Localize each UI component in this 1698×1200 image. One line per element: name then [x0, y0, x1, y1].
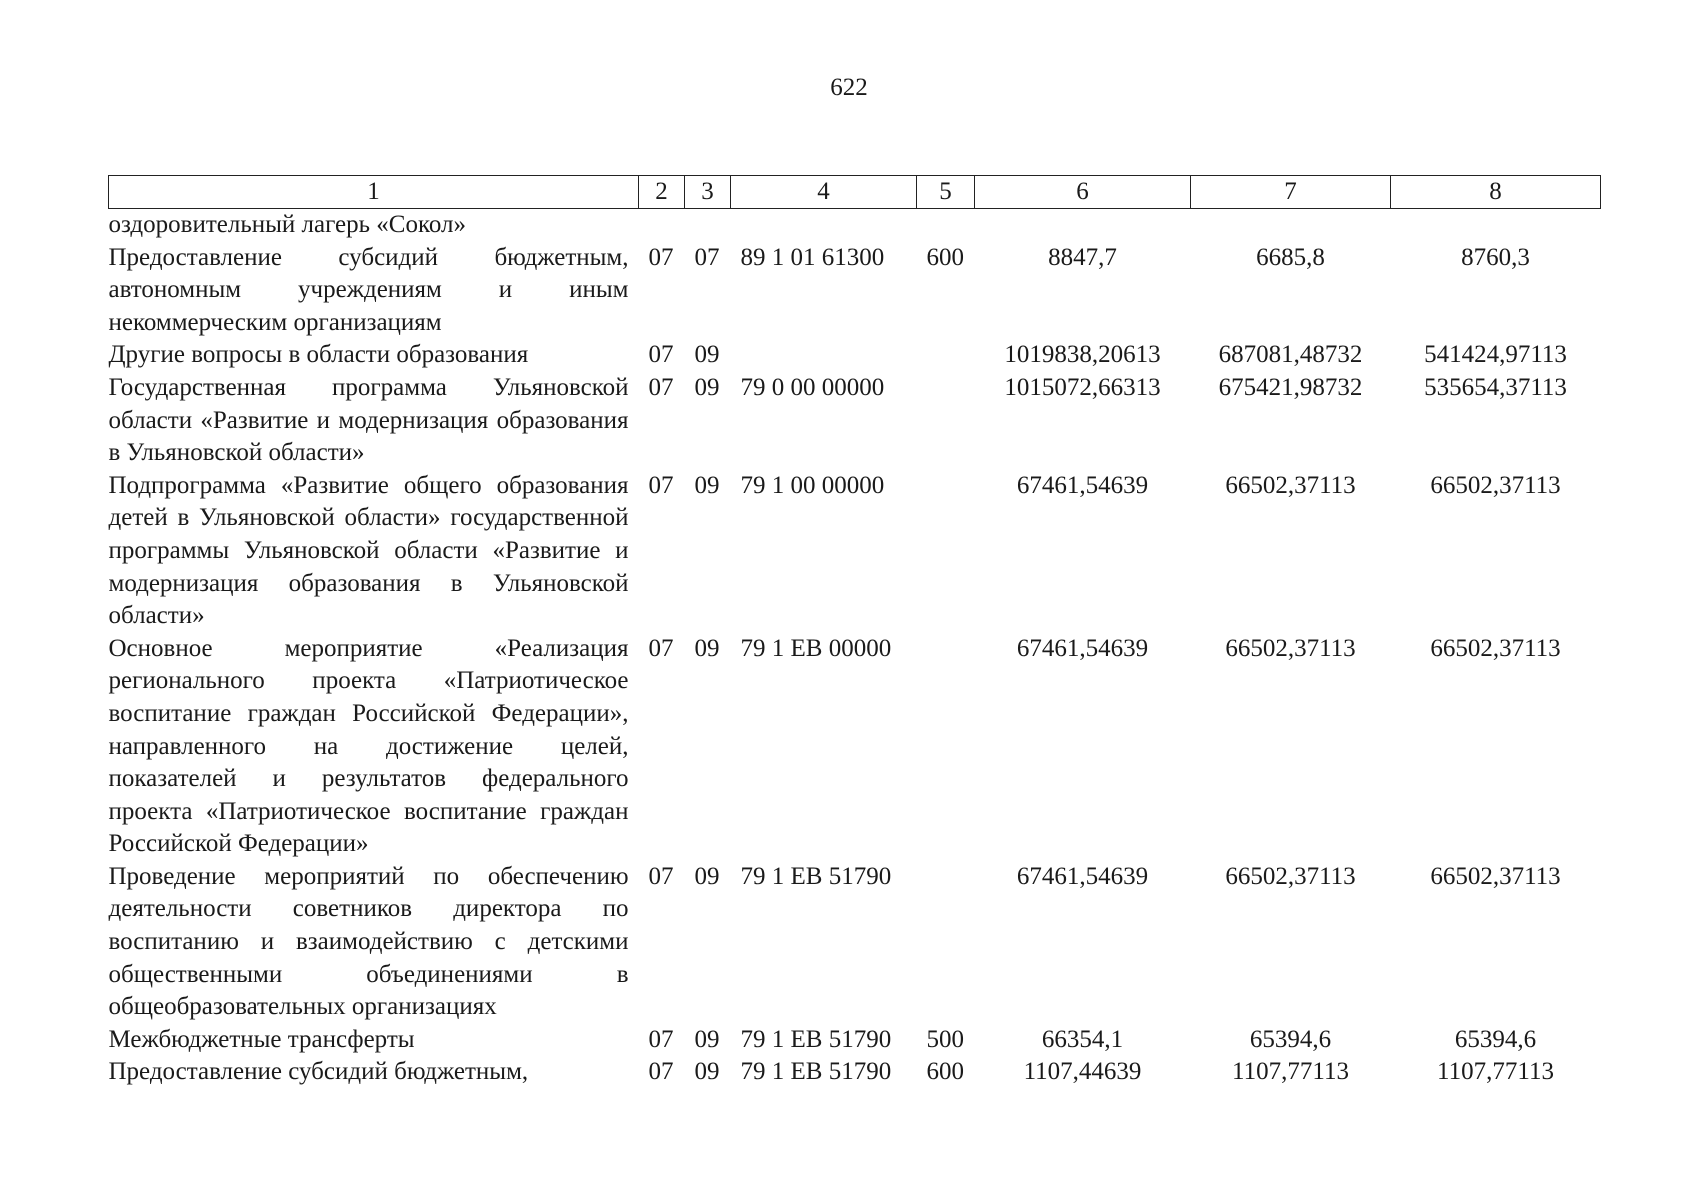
row-subsection: 09: [694, 373, 720, 401]
table-row: [109, 861, 1601, 1024]
row-value-8: 541424,97113: [1424, 341, 1567, 369]
row-subsection: [685, 209, 731, 242]
row-name: Проведение мероприятий по обеспечению деятельности советников директора по воспитанию и взаимодействию с детскими общественными объединениями в общеобразовательных организациях: [108, 862, 629, 1021]
header-col-4: 4: [731, 176, 917, 209]
row-subsection: 09: [694, 1025, 720, 1053]
row-section: 07: [648, 1058, 674, 1086]
row-value-8: 1107,77113: [1437, 1058, 1554, 1086]
table-row: [109, 1056, 1601, 1089]
row-expense-type: [917, 209, 975, 242]
header-col-8: 8: [1391, 176, 1601, 209]
row-name: Основное мероприятие «Реализация регионального проекта «Патриотическое воспитание граждан Российской Федерации», направленного на достижение целей, показателей и результатов федерального проекта «Патриотическое воспитание граждан Российской Федерации»: [108, 634, 629, 858]
budget-table: [108, 175, 1601, 1089]
row-target-article: 79 1 ЕВ 00000: [740, 634, 892, 662]
page-number: 622: [830, 74, 868, 101]
row-target-article: 79 1 ЕВ 51790: [740, 1025, 892, 1053]
row-subsection: 09: [694, 862, 720, 890]
row-expense-type: 500: [926, 1025, 964, 1053]
row-value-8: 535654,37113: [1424, 373, 1567, 401]
row-value-7: 675421,98732: [1218, 373, 1363, 401]
header-col-7: 7: [1191, 176, 1391, 209]
row-value-6: 1107,44639: [1023, 1058, 1142, 1086]
row-value-7: 1107,77113: [1232, 1058, 1349, 1086]
row-value-7: 687081,48732: [1218, 341, 1363, 369]
table-row: [109, 633, 1601, 861]
table-row: [109, 372, 1601, 470]
row-name: оздоровительный лагерь «Сокол»: [108, 211, 466, 238]
row-target-article: 79 1 ЕВ 51790: [740, 1058, 892, 1086]
row-value-7: [1191, 209, 1391, 242]
table-header: [109, 176, 1601, 209]
row-name: Предоставление субсидий бюджетным,: [108, 1058, 529, 1086]
header-col-1: 1: [109, 176, 639, 209]
row-value-6: 8847,7: [1048, 243, 1117, 271]
header-col-3: 3: [685, 176, 731, 209]
row-value-8: [1391, 209, 1601, 242]
row-target-article: 79 0 00 00000: [740, 373, 885, 401]
row-subsection: 09: [694, 1058, 720, 1086]
row-value-7: 6685,8: [1256, 243, 1325, 271]
row-expense-type: 600: [926, 1058, 964, 1086]
row-expense-type: [917, 633, 975, 861]
row-value-8: 66502,37113: [1430, 862, 1561, 890]
row-target-article: 79 1 00 00000: [740, 471, 885, 499]
table-row: [109, 1024, 1601, 1057]
row-section: 07: [648, 373, 674, 401]
row-target-article: [731, 339, 917, 372]
row-value-7: 65394,6: [1249, 1025, 1332, 1053]
row-section: [639, 209, 685, 242]
table-row: [109, 209, 1601, 242]
row-expense-type: [917, 372, 975, 470]
row-section: 07: [648, 1025, 674, 1053]
row-value-8: 8760,3: [1461, 243, 1530, 271]
row-name: Другие вопросы в области образования: [108, 341, 529, 369]
row-expense-type: [917, 339, 975, 372]
row-value-6: 1015072,66313: [1004, 373, 1161, 401]
header-row: [109, 176, 1601, 209]
row-name: Межбюджетные трансферты: [108, 1025, 415, 1053]
row-value-6: 66354,1: [1041, 1025, 1124, 1053]
row-section: 07: [648, 471, 674, 499]
row-section: 07: [648, 634, 674, 662]
row-value-6: [975, 209, 1191, 242]
row-expense-type: [917, 861, 975, 1024]
table-row: [109, 339, 1601, 372]
row-section: 07: [648, 862, 674, 890]
row-name: Государственная программа Ульяновской области «Развитие и модернизация образования в Ульяновской области»: [108, 373, 629, 467]
row-expense-type: [917, 470, 975, 633]
row-subsection: 09: [694, 341, 720, 369]
row-value-8: 66502,37113: [1430, 471, 1561, 499]
row-subsection: 07: [694, 243, 720, 271]
row-name: Подпрограмма «Развитие общего образования детей в Ульяновской области» государственной программы Ульяновской области «Развитие и модернизация образования в Ульяновской области»: [108, 471, 629, 630]
row-value-7: 66502,37113: [1225, 634, 1356, 662]
row-section: 07: [648, 243, 674, 271]
table-row: [109, 470, 1601, 633]
row-value-8: 65394,6: [1454, 1025, 1537, 1053]
row-subsection: 09: [694, 471, 720, 499]
table-row: [109, 242, 1601, 340]
header-col-5: 5: [917, 176, 975, 209]
row-target-article: 79 1 ЕВ 51790: [740, 862, 892, 890]
header-col-2: 2: [639, 176, 685, 209]
row-subsection: 09: [694, 634, 720, 662]
row-section: 07: [648, 341, 674, 369]
row-expense-type: 600: [926, 243, 964, 271]
row-value-6: 67461,54639: [1016, 634, 1149, 662]
row-value-6: 67461,54639: [1016, 471, 1149, 499]
table-body: [109, 209, 1601, 1090]
header-col-6: 6: [975, 176, 1191, 209]
row-value-6: 1019838,20613: [1004, 341, 1161, 369]
row-target-article: [731, 209, 917, 242]
row-value-6: 67461,54639: [1016, 862, 1149, 890]
row-value-8: 66502,37113: [1430, 634, 1561, 662]
row-target-article: 89 1 01 61300: [740, 243, 885, 271]
row-name: Предоставление субсидий бюджетным, автономным учреждениям и иным некоммерческим организациям: [108, 243, 629, 336]
row-value-7: 66502,37113: [1225, 862, 1356, 890]
row-value-7: 66502,37113: [1225, 471, 1356, 499]
